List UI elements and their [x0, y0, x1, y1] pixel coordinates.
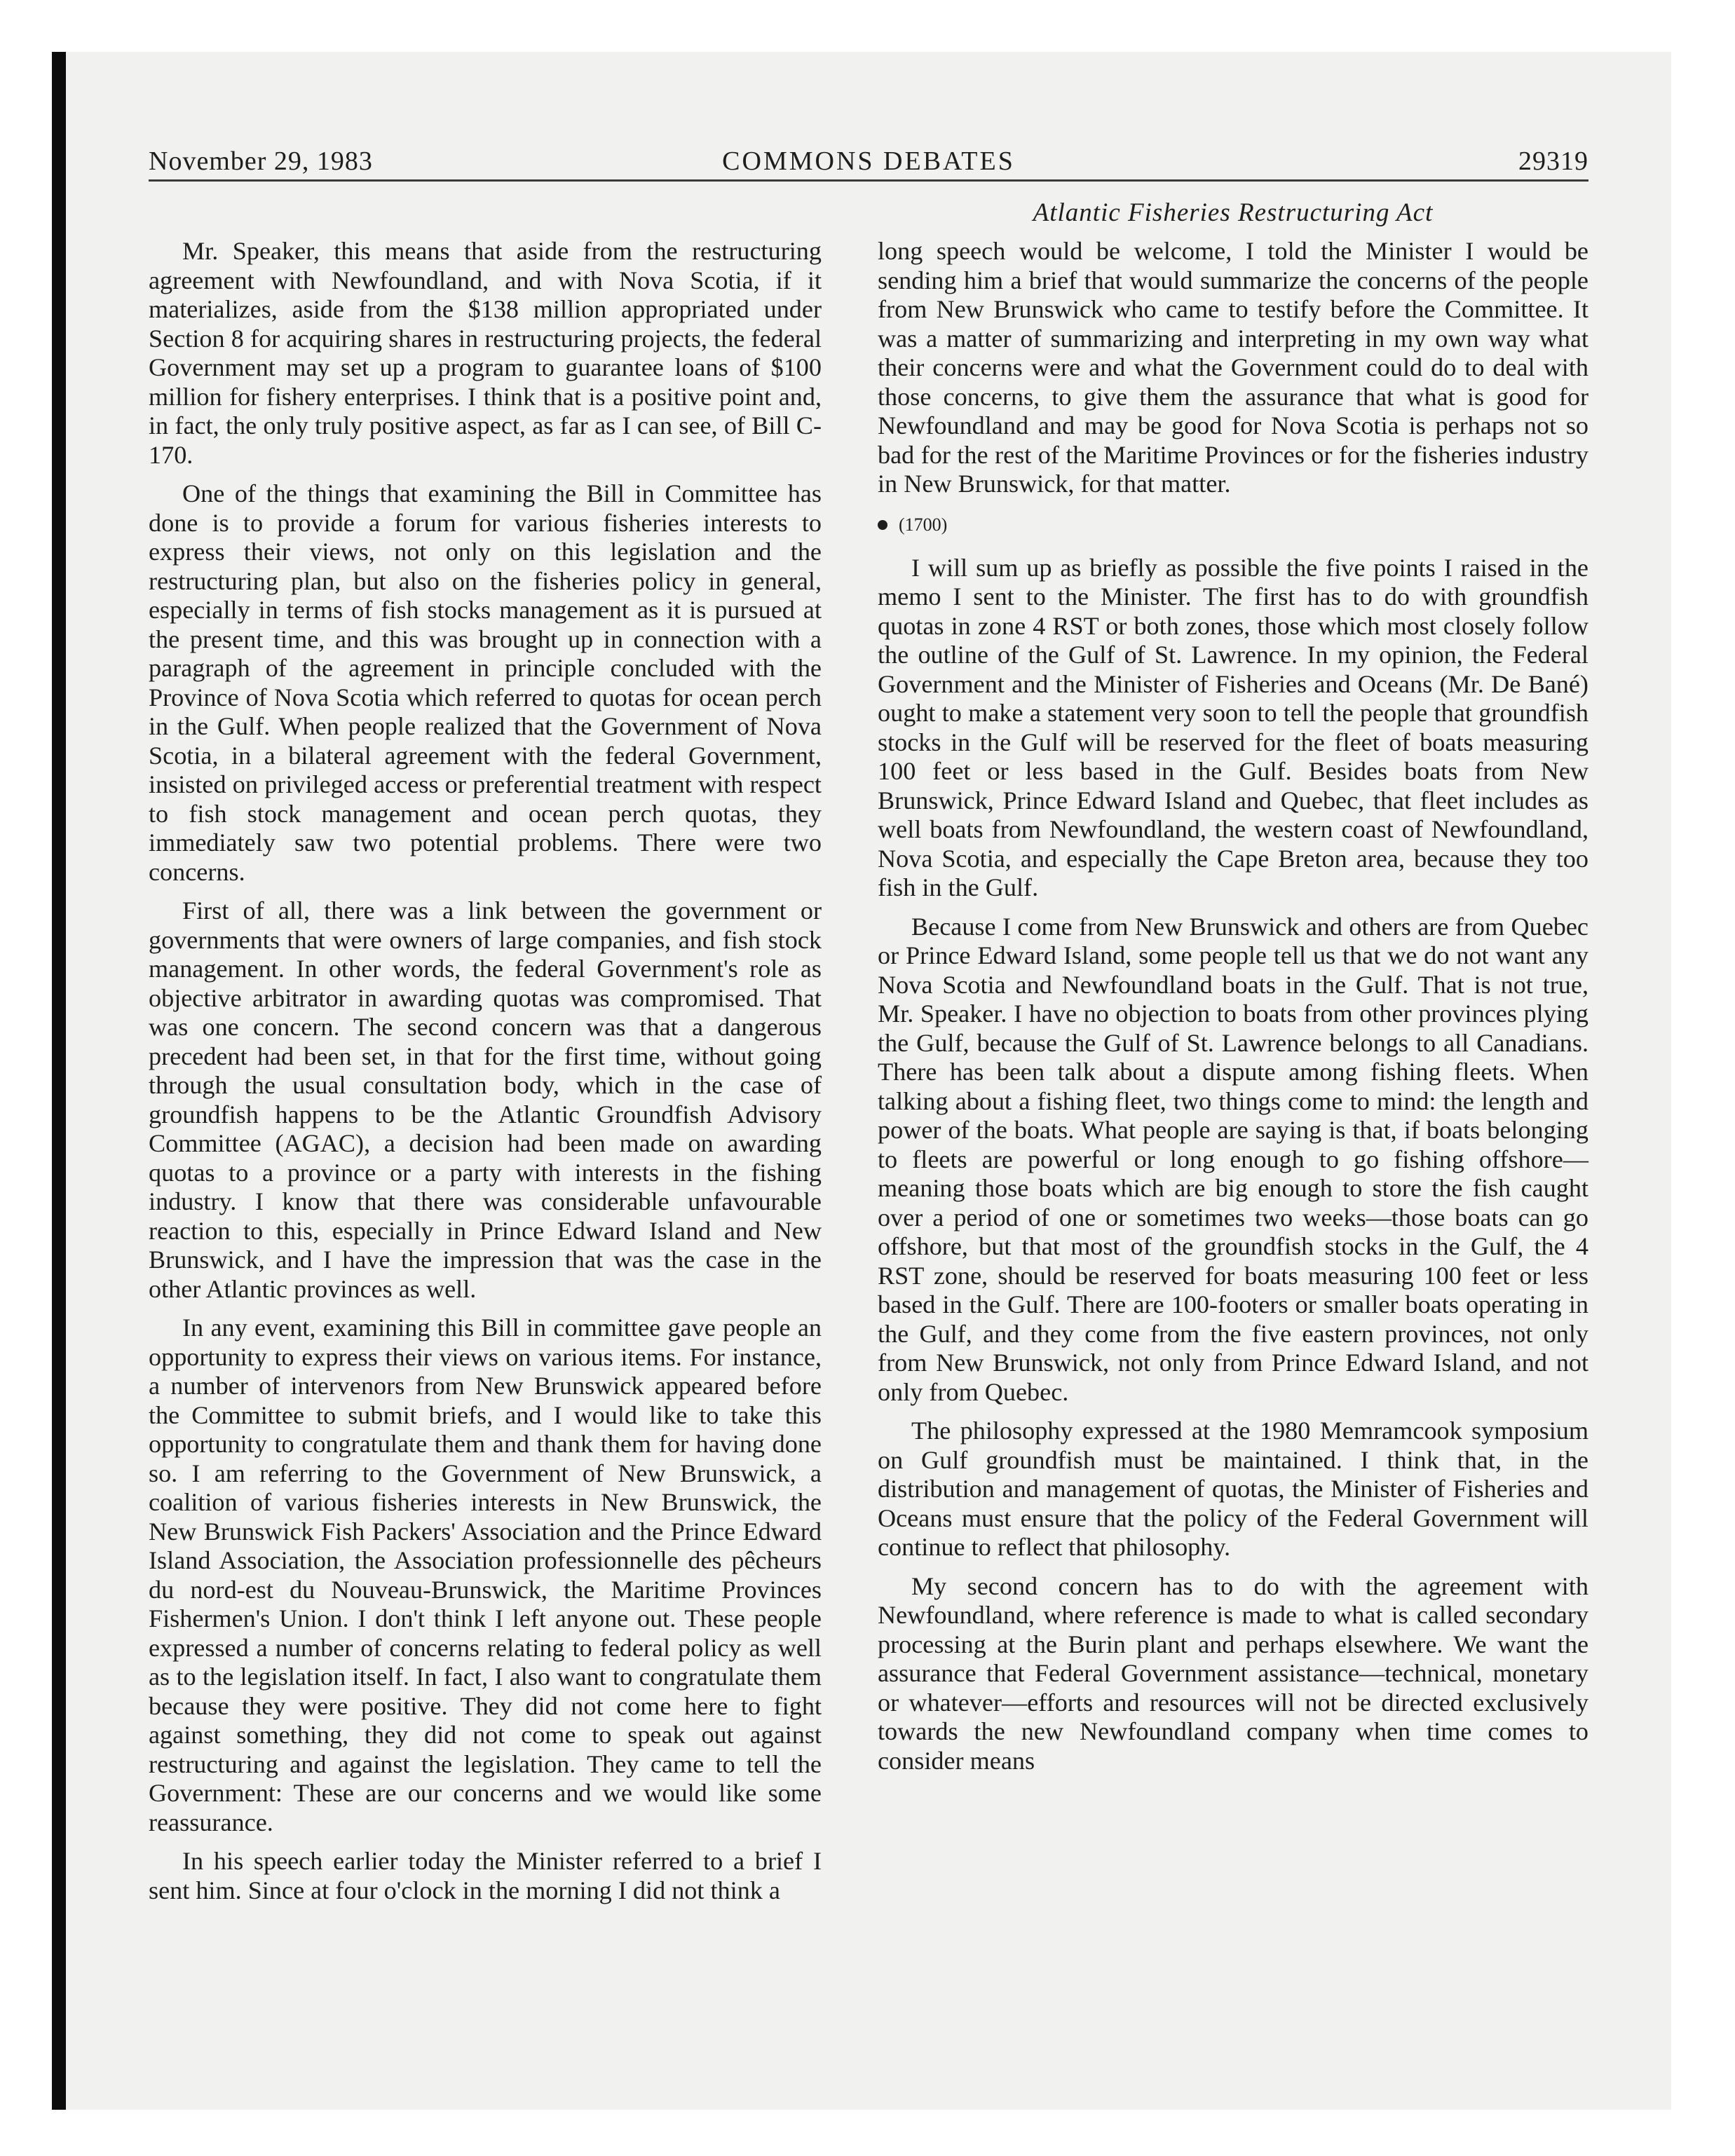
scan-edge-bar: [52, 52, 66, 2110]
timestamp-marker: [878, 514, 1588, 535]
page-header: [149, 143, 1588, 182]
running-head: Atlantic Fisheries Restructuring Act: [1033, 198, 1434, 227]
paragraph: In his speech earlier today the Minister referred to a brief I sent him. Since at four o'clock in the morning I did not think a: [149, 1847, 822, 1904]
header-page-number: 29319: [1518, 146, 1588, 176]
paragraph: Mr. Speaker, this means that aside from the restructuring agreement with Newfoundland, and with Nova Scotia, if it materializes, aside from the $138 million appropriated under Section 8 for acquiring shares in restructuring projects, the federal Government may set up a program to guarantee loans of $100 million for fishery enterprises. I think that is a positive point and, in fact, the only truly positive aspect, as far as I can see, of Bill C-170.: [149, 237, 822, 469]
left-column: [149, 237, 822, 1915]
paragraph: I will sum up as briefly as possible the five points I raised in the memo I sent to the Minister. The first has to do with groundfish quotas in zone 4 RST or both zones, those which most closely follow the outline of the Gulf of St. Lawrence. In my opinion, the Federal Government and the Minister of Fisheries and Oceans (Mr. De Bané) ought to make a statement very soon to tell the people that groundfish stocks in the Gulf will be reserved for the fleet of boats measuring 100 feet or less based in the Gulf. Besides boats from New Brunswick, Prince Edward Island and Quebec, that fleet includes as well boats from Newfoundland, the western coast of Newfoundland, Nova Scotia, and especially the Cape Breton area, because they too fish in the Gulf.: [878, 553, 1588, 901]
paragraph: The philosophy expressed at the 1980 Memramcook symposium on Gulf groundfish must be maintained. I think that, in the distribution and management of quotas, the Minister of Fisheries and Oceans must ensure that the policy of the Federal Government will continue to reflect that philosophy.: [878, 1417, 1588, 1561]
header-title: COMMONS DEBATES: [722, 146, 1015, 176]
paragraph: In any event, examining this Bill in committee gave people an opportunity to express their views on various items. For instance, a number of intervenors from New Brunswick appeared before the Committee to submit briefs, and I would like to take this opportunity to congratulate them and thank them for having done so. I am referring to the Government of New Brunswick, a coalition of various fisheries interests in New Brunswick, the New Brunswick Fish Packers' Association and the Prince Edward Island Association, the Association professionnelle des pêcheurs du nord-est du Nouveau-Brunswick, the Maritime Provinces Fishermen's Union. I don't think I left anyone out. These people expressed a number of concerns relating to federal policy as well as to the legislation itself. In fact, I also want to congratulate them because they were positive. They did not come here to fight against something, they did not come to speak out against restructuring and against the legislation. They came to tell the Government: These are our concerns and we would like some reassurance.: [149, 1314, 822, 1836]
paragraph: One of the things that examining the Bill in Committee has done is to provide a forum for various fisheries interests to express their views, not only on this legislation and the restructuring plan, but also on the fisheries policy in general, especially in terms of fish stocks management as it is pursued at the present time, and this was brought up in connection with a paragraph of the agreement in principle concluded with the Province of Nova Scotia which referred to quotas for ocean perch in the Gulf. When people realized that the Government of Nova Scotia, in a bilateral agreement with the federal Government, insisted on privileged access or preferential treatment with respect to fish stock management and ocean perch quotas, they immediately saw two potential problems. There were two concerns.: [149, 479, 822, 886]
right-column: [878, 237, 1588, 1785]
timestamp-text: (1700): [899, 514, 948, 535]
paragraph: Because I come from New Brunswick and others are from Quebec or Prince Edward Island, some people tell us that we do not want any Nova Scotia and Newfoundland boats in the Gulf. That is not true, Mr. Speaker. I have no objection to boats from other provinces plying the Gulf, because the Gulf of St. Lawrence belongs to all Canadians. There has been talk about a dispute among fishing fleets. When talking about a fishing fleet, two things come to mind: the length and power of the boats. What people are saying is that, if boats belonging to fleets are powerful or long enough to go fishing offshore—meaning those boats which are big enough to store the fish caught over a period of one or sometimes two weeks—those boats can go offshore, but that most of the groundfish stocks in the Gulf, the 4 RST zone, should be reserved for boats measuring 100 feet or less based in the Gulf. There are 100-footers or smaller boats operating in the Gulf, and they come from the five eastern provinces, not only from New Brunswick, not only from Prince Edward Island, and not only from Quebec.: [878, 912, 1588, 1406]
paragraph: My second concern has to do with the agreement with Newfoundland, where reference is made to what is called secondary processing at the Burin plant and perhaps elsewhere. We want the assurance that Federal Government assistance—technical, monetary or whatever—efforts and resources will not be directed exclusively towards the new Newfoundland company when time comes to consider means: [878, 1571, 1588, 1775]
bullet-icon: [878, 520, 887, 530]
paragraph-continuation: long speech would be welcome, I told the Minister I would be sending him a brief that would summarize the concerns of the people from New Brunswick who came to testify before the Committee. It was a matter of summarizing and interpreting in my own way what their concerns were and what the Government could do to deal with those concerns, to give them the assurance that what is good for Newfoundland and may be good for Nova Scotia is perhaps not so bad for the rest of the Maritime Provinces or for the fisheries industry in New Brunswick, for that matter.: [878, 237, 1588, 498]
header-date: November 29, 1983: [149, 146, 373, 176]
paragraph: First of all, there was a link between the government or governments that were owners of large companies, and fish stock management. In other words, the federal Government's role as objective arbitrator in awarding quotas was compromised. That was one concern. The second concern was that a dangerous precedent had been set, in that for the first time, without going through the usual consultation body, which in the case of groundfish happens to be the Atlantic Groundfish Advisory Committee (AGAC), a decision had been made on awarding quotas to a province or a party with interests in the fishing industry. I know that there was considerable unfavourable reaction to this, especially in Prince Edward Island and New Brunswick, and I have the impression that was the case in the other Atlantic provinces as well.: [149, 896, 822, 1303]
